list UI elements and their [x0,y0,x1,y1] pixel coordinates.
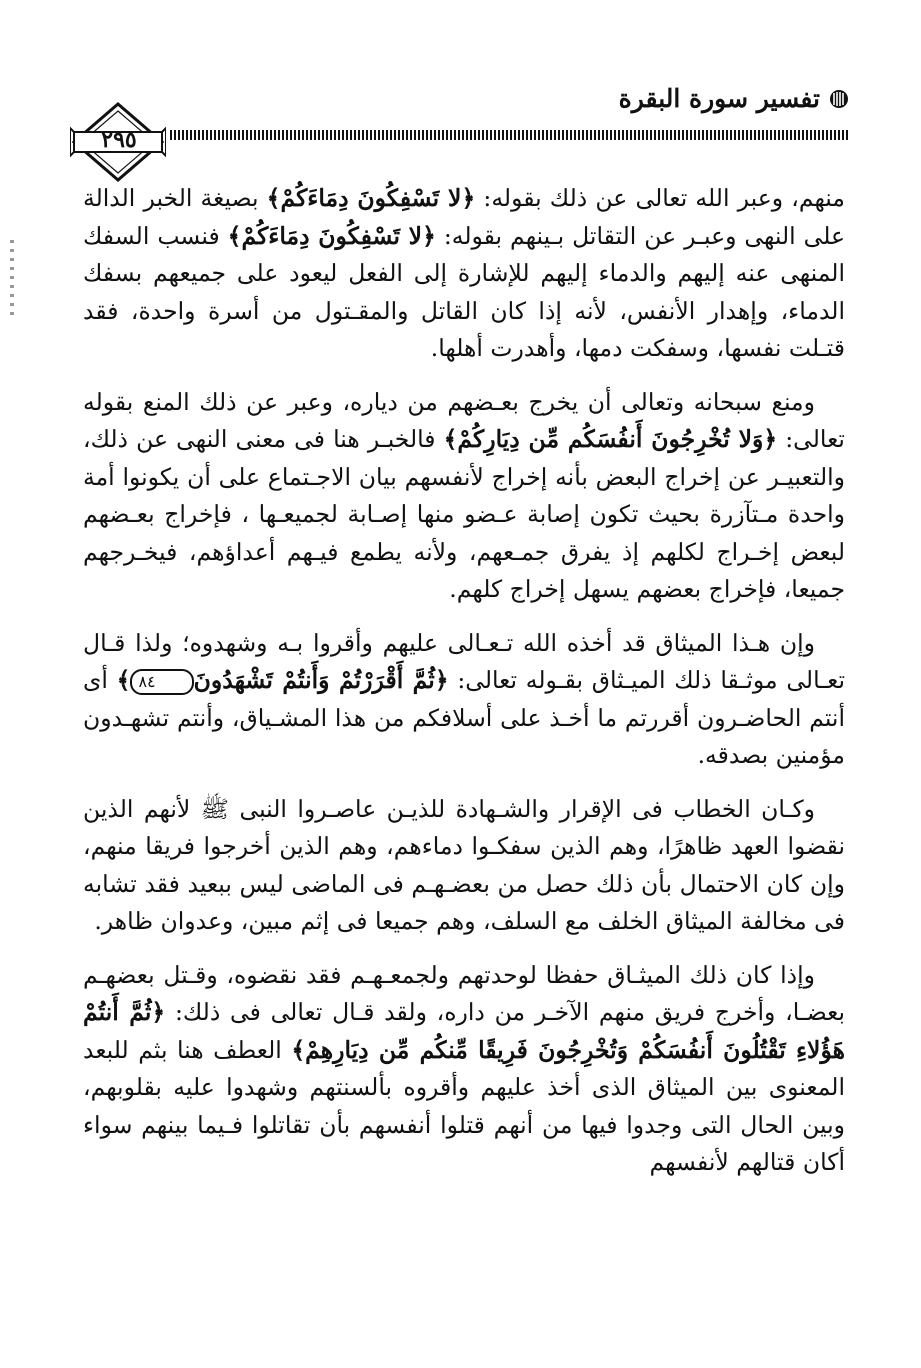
page-header [70,78,850,188]
text-run: ومنع سبحانه وتعالى أن يخرج بعـضهم من دياره، وعبر عن ذلك المنع بقوله تعالى: [83,387,845,453]
scan-edge-marks [10,240,14,320]
running-title-text: تفسير سورة البقرة [618,84,820,113]
paragraph [83,625,845,775]
quran-quote: ﴿ثُمَّ أَنتُمْ هَؤُلاءِ تَقْتُلُونَ أَنفُسَكُمْ وَتُخْرِجُونَ فَرِيقًا مِّنكُم مِّن دِيَارِهِمْ﴾ [83,998,845,1064]
body-text [83,180,845,1198]
text-run: وكـان الخطاب فى الإقرار والشـهادة للذيـن عاصـروا النبى ﷺ لأنهم الذين نقضوا العهد ظاهرًا، وهم الذين سفكـوا دماءهم، وهم الذين أخرجوا فريقا منهم، وإن كان الاحتمال بأن ذلك حصل من بعضـهـم فى الماضى ليس ببعيد فقد تشابه فى مخالفة الميثاق الخلف مع السلف، وهم جميعا فى إثم مبين، وعدوان ظاهر. [83,794,845,935]
quran-quote: ﴿لا تَسْفِكُونَ دِمَاءَكُمْ﴾ [266,184,476,212]
running-title [619,84,850,113]
text-run: وإذا كان ذلك الميثـاق حفظا لوحدتهم ولجمعـهـم فقد نقضوه، وقـتل بعضهـم بعضـا، وأخرج فريق منهم الآخـر من داره، ولقد قـال تعالى فى ذلك: [83,960,845,1026]
paragraph [83,180,845,368]
text-run: فالخبـر هنا فى معنى النهى عن ذلك، والتعبيـر عن إخراج البعض بأنه إخراج لأنفسهم بيان الاجـتماع على أن يكونوا أمة واحدة مـتآزرة بحيث تكون إصابة عـضو منها إصـابة لجميعـها ، فإخراج بعـضهم لبعض إخـراج لكلهم إذ يفرق جمـعهم، ولأنه يطمع فيـهم أعداؤهم، فيخـرجهم جميعا، فإخراج بعضهم يسهل إخراج كلهم. [83,425,845,603]
verse-number-marker: ٨٤ [130,669,193,695]
header-rule [170,130,850,140]
quran-quote: ﴿لا تَسْفِكُونَ دِمَاءَكُمْ﴾ [227,221,436,250]
text-run: بصيغة الخبر الدالة على النهى وعبـر عن التقاتل بـينهم بقوله: [83,184,846,250]
page-number: ٢٩٥ [101,127,137,153]
text-run: منهم، وعبر الله تعالى عن ذلك بقوله: [475,184,845,212]
quran-quote: ﴿ثُمَّ أَقْرَرْتُمْ وَأَنتُمْ تَشْهَدُونَ [193,666,449,694]
paragraph [83,384,845,609]
text-run: أى أنتم الحاضـرون أقررتم ما أخـذ على أسلافكم من هذا المشـياق، وأنتم تشهـدون مؤمنين بصدقه. [83,666,845,769]
text-run: وإن هـذا الميثاق قد أخذه الله تـعـالى عليهم وأقروا بـه وشهدوه؛ ولذا قـال تعـالى موثـقا ذلك الميـثاق بقـوله تعالى: [83,628,845,694]
page-number-badge [70,102,166,182]
paragraph [83,957,845,1182]
quran-quote: ﴿وَلا تُخْرِجُونَ أَنفُسَكُم مِّن دِيَارِكُمْ﴾ [443,425,778,453]
paragraph [83,791,845,941]
quran-quote: ﴾ [116,666,131,694]
text-run: فنسب السفك المنهى عنه إليهم والدماء إليهم للإشارة إلى الفعل ليعود على جميعهم بسفك الدماء، وإهدار الأنفس، لأنه إذا كان القاتل والمقـتول من أسرة واحدة، فقد قتـلت نفسها، وسفكت دمها، وأهدرت أهلها. [83,221,845,362]
text-run: العطف هنا بثم للبعد المعنوى بين الميثاق الذى أخذ عليهم وأقروه بألسنتهم وشهدوا عليه بقلوبهم، وبين الحال التى وجدوا فيها من أنهم قتلوا أنفسهم بأن تقاتلوا فـيما بينهم سواء أكان قتالهم لأنفسهم [83,1035,845,1176]
ornament-bullet-icon [828,88,850,110]
